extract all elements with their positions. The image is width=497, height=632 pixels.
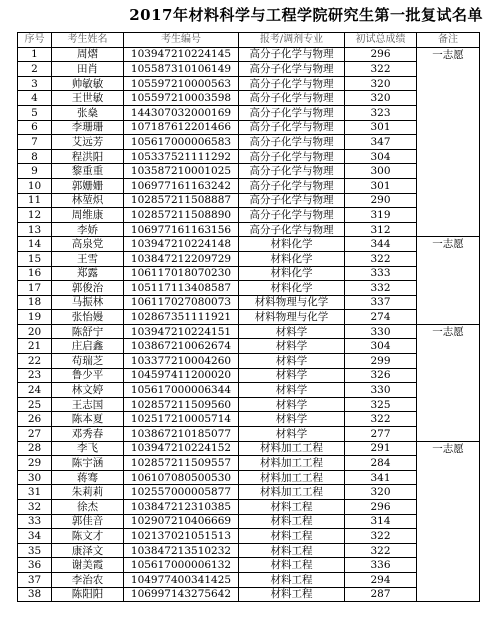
major-cell: 材料学 bbox=[239, 383, 345, 398]
initial-score-cell: 330 bbox=[345, 324, 417, 339]
table-row bbox=[18, 281, 480, 296]
table-row bbox=[18, 529, 480, 544]
row-index-cell: 32 bbox=[18, 500, 52, 515]
initial-score-cell: 333 bbox=[345, 266, 417, 281]
note-cell bbox=[417, 354, 480, 369]
table-row bbox=[18, 397, 480, 412]
major-cell: 高分子化学与物理 bbox=[239, 193, 345, 208]
table-row bbox=[18, 427, 480, 442]
note-cell bbox=[417, 470, 480, 485]
note-cell bbox=[417, 266, 480, 281]
row-index-cell: 16 bbox=[18, 266, 52, 281]
row-index-cell: 21 bbox=[18, 339, 52, 354]
note-cell bbox=[417, 251, 480, 266]
header-score: 初试总成绩 bbox=[345, 33, 417, 48]
initial-score-cell: 319 bbox=[345, 208, 417, 223]
note-cell bbox=[417, 135, 480, 150]
table-row bbox=[18, 237, 480, 252]
row-index-cell: 22 bbox=[18, 354, 52, 369]
candidate-name-cell: 谢美霞 bbox=[52, 558, 124, 573]
table-row bbox=[18, 470, 480, 485]
candidate-name-cell: 蒋骞 bbox=[52, 470, 124, 485]
header-major: 报考/调剂专业 bbox=[239, 33, 345, 48]
note-cell bbox=[417, 281, 480, 296]
row-index-cell: 3 bbox=[18, 76, 52, 91]
candidate-name-cell: 陈宇涵 bbox=[52, 456, 124, 471]
exam-id-cell: 102907210406669 bbox=[124, 514, 239, 529]
row-index-cell: 13 bbox=[18, 222, 52, 237]
exam-id-cell: 102857211509560 bbox=[124, 397, 239, 412]
note-cell bbox=[417, 368, 480, 383]
candidate-name-cell: 郭姗姗 bbox=[52, 178, 124, 193]
table-row bbox=[18, 91, 480, 106]
exam-id-cell: 105597210003598 bbox=[124, 91, 239, 106]
row-index-cell: 11 bbox=[18, 193, 52, 208]
table-row bbox=[18, 383, 480, 398]
table-row bbox=[18, 164, 480, 179]
major-cell: 高分子化学与物理 bbox=[239, 178, 345, 193]
exam-id-cell: 104597411200020 bbox=[124, 368, 239, 383]
major-cell: 材料加工工程 bbox=[239, 485, 345, 500]
row-index-cell: 15 bbox=[18, 251, 52, 266]
exam-id-cell: 105597210000563 bbox=[124, 76, 239, 91]
exam-id-cell: 102867351111921 bbox=[124, 310, 239, 325]
candidate-name-cell: 王世敏 bbox=[52, 91, 124, 106]
major-cell: 材料工程 bbox=[239, 587, 345, 602]
row-index-cell: 37 bbox=[18, 572, 52, 587]
initial-score-cell: 322 bbox=[345, 251, 417, 266]
initial-score-cell: 304 bbox=[345, 339, 417, 354]
header-exam-id: 考生编号 bbox=[124, 33, 239, 48]
row-index-cell: 1 bbox=[18, 47, 52, 62]
exam-id-cell: 102517210005714 bbox=[124, 412, 239, 427]
major-cell: 材料学 bbox=[239, 324, 345, 339]
table-row bbox=[18, 47, 480, 62]
exam-id-cell: 102857211509557 bbox=[124, 456, 239, 471]
candidate-name-cell: 康泽文 bbox=[52, 543, 124, 558]
row-index-cell: 4 bbox=[18, 91, 52, 106]
initial-score-cell: 312 bbox=[345, 222, 417, 237]
table-row bbox=[18, 62, 480, 77]
row-index-cell: 7 bbox=[18, 135, 52, 150]
row-index-cell: 12 bbox=[18, 208, 52, 223]
candidate-name-cell: 鲁少平 bbox=[52, 368, 124, 383]
major-cell: 高分子化学与物理 bbox=[239, 164, 345, 179]
table-row bbox=[18, 412, 480, 427]
major-cell: 材料学 bbox=[239, 427, 345, 442]
exam-id-cell: 103867210185077 bbox=[124, 427, 239, 442]
major-cell: 高分子化学与物理 bbox=[239, 76, 345, 91]
table-row bbox=[18, 572, 480, 587]
note-cell bbox=[417, 178, 480, 193]
candidate-name-cell: 徐杰 bbox=[52, 500, 124, 515]
row-index-cell: 30 bbox=[18, 470, 52, 485]
note-cell bbox=[417, 383, 480, 398]
exam-id-cell: 106117027080073 bbox=[124, 295, 239, 310]
candidate-name-cell: 程洪阳 bbox=[52, 149, 124, 164]
row-index-cell: 25 bbox=[18, 397, 52, 412]
exam-id-cell: 106977161163242 bbox=[124, 178, 239, 193]
major-cell: 材料学 bbox=[239, 412, 345, 427]
candidate-name-cell: 李飞 bbox=[52, 441, 124, 456]
row-index-cell: 23 bbox=[18, 368, 52, 383]
table-row bbox=[18, 208, 480, 223]
note-cell bbox=[417, 222, 480, 237]
row-index-cell: 34 bbox=[18, 529, 52, 544]
row-index-cell: 6 bbox=[18, 120, 52, 135]
header-index: 序号 bbox=[18, 33, 52, 48]
table-row bbox=[18, 178, 480, 193]
exam-id-cell: 103867210062674 bbox=[124, 339, 239, 354]
table-row bbox=[18, 193, 480, 208]
table-row bbox=[18, 485, 480, 500]
major-cell: 高分子化学与物理 bbox=[239, 222, 345, 237]
note-cell bbox=[417, 208, 480, 223]
table-row bbox=[18, 105, 480, 120]
candidate-name-cell: 张怡嫚 bbox=[52, 310, 124, 325]
initial-score-cell: 322 bbox=[345, 62, 417, 77]
major-cell: 高分子化学与物理 bbox=[239, 47, 345, 62]
major-cell: 高分子化学与物理 bbox=[239, 135, 345, 150]
row-index-cell: 5 bbox=[18, 105, 52, 120]
candidate-name-cell: 张燊 bbox=[52, 105, 124, 120]
note-cell bbox=[417, 397, 480, 412]
note-cell bbox=[417, 412, 480, 427]
row-index-cell: 2 bbox=[18, 62, 52, 77]
exam-id-cell: 103587210001025 bbox=[124, 164, 239, 179]
major-cell: 高分子化学与物理 bbox=[239, 208, 345, 223]
table-row bbox=[18, 295, 480, 310]
major-cell: 高分子化学与物理 bbox=[239, 105, 345, 120]
note-cell bbox=[417, 295, 480, 310]
row-index-cell: 19 bbox=[18, 310, 52, 325]
header-name: 考生姓名 bbox=[52, 33, 124, 48]
row-index-cell: 33 bbox=[18, 514, 52, 529]
major-cell: 材料加工工程 bbox=[239, 456, 345, 471]
candidate-name-cell: 李娇 bbox=[52, 222, 124, 237]
row-index-cell: 27 bbox=[18, 427, 52, 442]
major-cell: 材料工程 bbox=[239, 514, 345, 529]
exam-id-cell: 102857211508890 bbox=[124, 208, 239, 223]
major-cell: 材料工程 bbox=[239, 558, 345, 573]
exam-id-cell: 105617000006132 bbox=[124, 558, 239, 573]
exam-id-cell: 104977400341425 bbox=[124, 572, 239, 587]
exam-id-cell: 103847212209729 bbox=[124, 251, 239, 266]
table-row bbox=[18, 354, 480, 369]
candidate-name-cell: 朱莉莉 bbox=[52, 485, 124, 500]
exam-id-cell: 107187612201466 bbox=[124, 120, 239, 135]
initial-score-cell: 320 bbox=[345, 485, 417, 500]
row-index-cell: 24 bbox=[18, 383, 52, 398]
row-index-cell: 20 bbox=[18, 324, 52, 339]
table-row bbox=[18, 441, 480, 456]
note-cell bbox=[417, 120, 480, 135]
table-row bbox=[18, 368, 480, 383]
major-cell: 材料加工工程 bbox=[239, 470, 345, 485]
candidate-name-cell: 马振林 bbox=[52, 295, 124, 310]
row-index-cell: 26 bbox=[18, 412, 52, 427]
major-cell: 高分子化学与物理 bbox=[239, 62, 345, 77]
candidate-name-cell: 苟瑞芝 bbox=[52, 354, 124, 369]
note-cell bbox=[417, 91, 480, 106]
exam-id-cell: 105617000006344 bbox=[124, 383, 239, 398]
candidate-name-cell: 郭佳音 bbox=[52, 514, 124, 529]
exam-id-cell: 105617000006583 bbox=[124, 135, 239, 150]
major-cell: 高分子化学与物理 bbox=[239, 120, 345, 135]
exam-id-cell: 102557000005877 bbox=[124, 485, 239, 500]
table-row bbox=[18, 456, 480, 471]
table-row bbox=[18, 76, 480, 91]
candidate-name-cell: 庄启鑫 bbox=[52, 339, 124, 354]
initial-score-cell: 337 bbox=[345, 295, 417, 310]
note-cell bbox=[417, 193, 480, 208]
major-cell: 材料化学 bbox=[239, 281, 345, 296]
initial-score-cell: 301 bbox=[345, 178, 417, 193]
major-cell: 材料工程 bbox=[239, 500, 345, 515]
candidate-name-cell: 高泉党 bbox=[52, 237, 124, 252]
exam-id-cell: 106107080500530 bbox=[124, 470, 239, 485]
row-index-cell: 31 bbox=[18, 485, 52, 500]
candidate-name-cell: 郑露 bbox=[52, 266, 124, 281]
header-note: 备注 bbox=[417, 33, 480, 48]
exam-id-cell: 103377210004260 bbox=[124, 354, 239, 369]
candidate-name-cell: 王志国 bbox=[52, 397, 124, 412]
row-index-cell: 36 bbox=[18, 558, 52, 573]
note-cell bbox=[417, 164, 480, 179]
table-row bbox=[18, 500, 480, 515]
candidate-name-cell: 邓秀春 bbox=[52, 427, 124, 442]
initial-score-cell: 299 bbox=[345, 354, 417, 369]
candidate-name-cell: 林文婷 bbox=[52, 383, 124, 398]
initial-score-cell: 322 bbox=[345, 412, 417, 427]
note-cell bbox=[417, 456, 480, 471]
note-cell: 一志愿 bbox=[417, 237, 480, 252]
major-cell: 材料工程 bbox=[239, 572, 345, 587]
note-cell bbox=[417, 485, 480, 500]
table-row bbox=[18, 310, 480, 325]
exam-id-cell: 102857211508887 bbox=[124, 193, 239, 208]
major-cell: 材料化学 bbox=[239, 266, 345, 281]
candidate-name-cell: 陈阳阳 bbox=[52, 587, 124, 602]
candidate-name-cell: 林堃炽 bbox=[52, 193, 124, 208]
major-cell: 材料工程 bbox=[239, 543, 345, 558]
note-cell bbox=[417, 310, 480, 325]
note-cell bbox=[417, 543, 480, 558]
major-cell: 材料物理与化学 bbox=[239, 310, 345, 325]
candidate-name-cell: 陈本夏 bbox=[52, 412, 124, 427]
row-index-cell: 29 bbox=[18, 456, 52, 471]
note-cell bbox=[417, 558, 480, 573]
table-row bbox=[18, 266, 480, 281]
table-row bbox=[18, 135, 480, 150]
row-index-cell: 38 bbox=[18, 587, 52, 602]
table-row bbox=[18, 339, 480, 354]
row-index-cell: 18 bbox=[18, 295, 52, 310]
major-cell: 高分子化学与物理 bbox=[239, 91, 345, 106]
table-row bbox=[18, 543, 480, 558]
note-cell bbox=[417, 500, 480, 515]
candidate-name-cell: 田肖 bbox=[52, 62, 124, 77]
candidate-table bbox=[17, 32, 480, 602]
initial-score-cell: 277 bbox=[345, 427, 417, 442]
major-cell: 材料学 bbox=[239, 368, 345, 383]
row-index-cell: 10 bbox=[18, 178, 52, 193]
major-cell: 材料学 bbox=[239, 397, 345, 412]
table-row bbox=[18, 120, 480, 135]
candidate-name-cell: 李治农 bbox=[52, 572, 124, 587]
row-index-cell: 17 bbox=[18, 281, 52, 296]
row-index-cell: 9 bbox=[18, 164, 52, 179]
note-cell bbox=[417, 587, 480, 602]
major-cell: 高分子化学与物理 bbox=[239, 149, 345, 164]
initial-score-cell: 325 bbox=[345, 397, 417, 412]
note-cell bbox=[417, 105, 480, 120]
initial-score-cell: 290 bbox=[345, 193, 417, 208]
table-body bbox=[18, 47, 480, 602]
candidate-name-cell: 艾远芳 bbox=[52, 135, 124, 150]
initial-score-cell: 322 bbox=[345, 529, 417, 544]
note-cell bbox=[417, 427, 480, 442]
candidate-name-cell: 陈舒宁 bbox=[52, 324, 124, 339]
candidate-name-cell: 王雪 bbox=[52, 251, 124, 266]
major-cell: 材料化学 bbox=[239, 251, 345, 266]
initial-score-cell: 322 bbox=[345, 543, 417, 558]
exam-id-cell: 103947210224152 bbox=[124, 441, 239, 456]
table-row bbox=[18, 251, 480, 266]
table-row bbox=[18, 587, 480, 602]
exam-id-cell: 103947210224151 bbox=[124, 324, 239, 339]
initial-score-cell: 296 bbox=[345, 47, 417, 62]
major-cell: 材料化学 bbox=[239, 237, 345, 252]
note-cell bbox=[417, 62, 480, 77]
initial-score-cell: 287 bbox=[345, 587, 417, 602]
initial-score-cell: 320 bbox=[345, 76, 417, 91]
exam-id-cell: 102137021051513 bbox=[124, 529, 239, 544]
row-index-cell: 8 bbox=[18, 149, 52, 164]
exam-id-cell: 103847213510232 bbox=[124, 543, 239, 558]
initial-score-cell: 326 bbox=[345, 368, 417, 383]
exam-id-cell: 105337521111292 bbox=[124, 149, 239, 164]
initial-score-cell: 301 bbox=[345, 120, 417, 135]
note-cell bbox=[417, 572, 480, 587]
note-cell bbox=[417, 76, 480, 91]
initial-score-cell: 274 bbox=[345, 310, 417, 325]
candidate-name-cell: 陈文才 bbox=[52, 529, 124, 544]
candidate-name-cell: 帅敏敏 bbox=[52, 76, 124, 91]
table-row bbox=[18, 558, 480, 573]
table-row bbox=[18, 514, 480, 529]
note-cell bbox=[417, 339, 480, 354]
table-header-row bbox=[18, 33, 480, 48]
initial-score-cell: 336 bbox=[345, 558, 417, 573]
initial-score-cell: 332 bbox=[345, 281, 417, 296]
note-cell bbox=[417, 529, 480, 544]
candidate-name-cell: 周维康 bbox=[52, 208, 124, 223]
table-row bbox=[18, 324, 480, 339]
candidate-name-cell: 郭俊治 bbox=[52, 281, 124, 296]
exam-id-cell: 105117113408587 bbox=[124, 281, 239, 296]
initial-score-cell: 294 bbox=[345, 572, 417, 587]
exam-id-cell: 106997143275642 bbox=[124, 587, 239, 602]
note-cell bbox=[417, 149, 480, 164]
note-cell: 一志愿 bbox=[417, 324, 480, 339]
exam-id-cell: 103847212310385 bbox=[124, 500, 239, 515]
exam-id-cell: 144307032000169 bbox=[124, 105, 239, 120]
major-cell: 材料物理与化学 bbox=[239, 295, 345, 310]
row-index-cell: 14 bbox=[18, 237, 52, 252]
initial-score-cell: 314 bbox=[345, 514, 417, 529]
exam-id-cell: 106117018070230 bbox=[124, 266, 239, 281]
note-cell bbox=[417, 514, 480, 529]
candidate-name-cell: 黎重重 bbox=[52, 164, 124, 179]
initial-score-cell: 347 bbox=[345, 135, 417, 150]
exam-id-cell: 105587310106149 bbox=[124, 62, 239, 77]
initial-score-cell: 300 bbox=[345, 164, 417, 179]
exam-id-cell: 106977161163156 bbox=[124, 222, 239, 237]
initial-score-cell: 323 bbox=[345, 105, 417, 120]
row-index-cell: 35 bbox=[18, 543, 52, 558]
major-cell: 材料学 bbox=[239, 339, 345, 354]
candidate-name-cell: 李珊珊 bbox=[52, 120, 124, 135]
initial-score-cell: 320 bbox=[345, 91, 417, 106]
major-cell: 材料加工工程 bbox=[239, 441, 345, 456]
note-cell: 一志愿 bbox=[417, 441, 480, 456]
document-title: 2017年材料科学与工程学院研究生第一批复试名单 bbox=[129, 6, 483, 24]
exam-id-cell: 103947210224145 bbox=[124, 47, 239, 62]
major-cell: 材料工程 bbox=[239, 529, 345, 544]
major-cell: 材料学 bbox=[239, 354, 345, 369]
table-row bbox=[18, 149, 480, 164]
initial-score-cell: 341 bbox=[345, 470, 417, 485]
row-index-cell: 28 bbox=[18, 441, 52, 456]
initial-score-cell: 330 bbox=[345, 383, 417, 398]
initial-score-cell: 296 bbox=[345, 500, 417, 515]
initial-score-cell: 344 bbox=[345, 237, 417, 252]
initial-score-cell: 284 bbox=[345, 456, 417, 471]
table-row bbox=[18, 222, 480, 237]
initial-score-cell: 291 bbox=[345, 441, 417, 456]
initial-score-cell: 304 bbox=[345, 149, 417, 164]
candidate-name-cell: 周熠 bbox=[52, 47, 124, 62]
note-cell: 一志愿 bbox=[417, 47, 480, 62]
exam-id-cell: 103947210224148 bbox=[124, 237, 239, 252]
